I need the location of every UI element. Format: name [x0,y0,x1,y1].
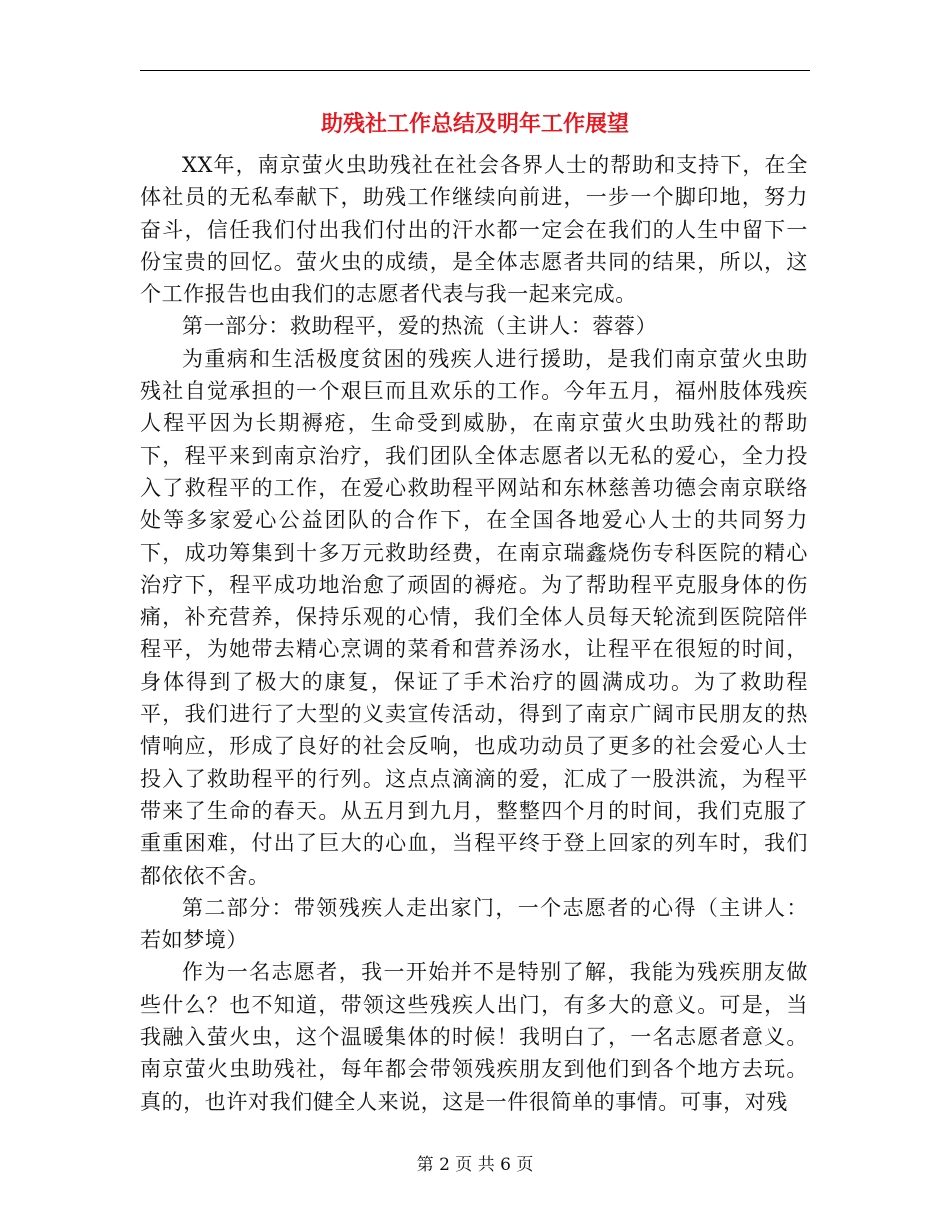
paragraph-intro: XX年，南京萤火虫助残社在社会各界人士的帮助和支持下，在全体社员的无私奉献下，助残工作继续向前进，一步一个脚印地，努力奋斗，信任我们付出我们付出的汗水都一定会在我们的人生中留下一份宝贵的回忆。萤火虫的成绩，是全体志愿者共同的结果，所以，这个工作报告也由我们的志愿者代表与我一起来完成。 [140,153,808,307]
document-body [140,149,808,1118]
header-rule [140,70,810,71]
paragraph-part-one: 为重病和生活极度贫困的残疾人进行援助，是我们南京萤火虫助残社自觉承担的一个艰巨而且欢乐的工作。今年五月，福州肢体残疾人程平因为长期褥疮，生命受到威胁，在南京萤火虫助残社的帮助下，程平来到南京治疗，我们团队全体志愿者以无私的爱心，全力投入了救程平的工作，在爱心救助程平网站和东林慈善功德会南京联络处等多家爱心公益团队的合作下，在全国各地爱心人士的共同努力下，成功筹集到十多万元救助经费，在南京瑞鑫烧伤专科医院的精心治疗下，程平成功地治愈了顽固的褥疮。为了帮助程平克服身体的伤痛，补充营养，保持乐观的心情，我们全体人员每天轮流到医院陪伴程平，为她带去精心烹调的菜肴和营养汤水，让程平在很短的时间，身体得到了极大的康复，保证了手术治疗的圆满成功。为了救助程平，我们进行了大型的义卖宣传活动，得到了南京广阔市民朋友的热情响应，形成了良好的社会反响，也成功动员了更多的社会爱心人士投入了救助程平的行列。这点点滴滴的爱，汇成了一股洪流，为程平带来了生命的春天。从五月到九月，整整四个月的时间，我们克服了重重困难，付出了巨大的心血，当程平终于登上回家的列车时，我们都依依不舍。 [140,346,808,888]
document-title: 助残社工作总结及明年工作展望 [320,112,629,137]
page-number-footer: 第 2 页 共 6 页 [416,1155,534,1175]
paragraph-part-two: 作为一名志愿者，我一开始并不是特别了解，我能为残疾朋友做些什么？也不知道，带领这些残疾人出门，有多大的意义。可是，当我融入萤火虫，这个温暖集体的时候！我明白了，一名志愿者意义。南京萤火虫助残社，每年都会带领残疾朋友到他们到各个地方去玩。真的，也许对我们健全人来说，这是一件很简单的事情。可事，对残 [140,960,808,1114]
section-heading-part-one: 第一部分：救助程平，爱的热流（主讲人：蓉蓉） [182,314,658,339]
section-heading-part-two: 第二部分：带领残疾人走出家门，一个志愿者的心得（主讲人：若如梦境） [140,895,808,953]
